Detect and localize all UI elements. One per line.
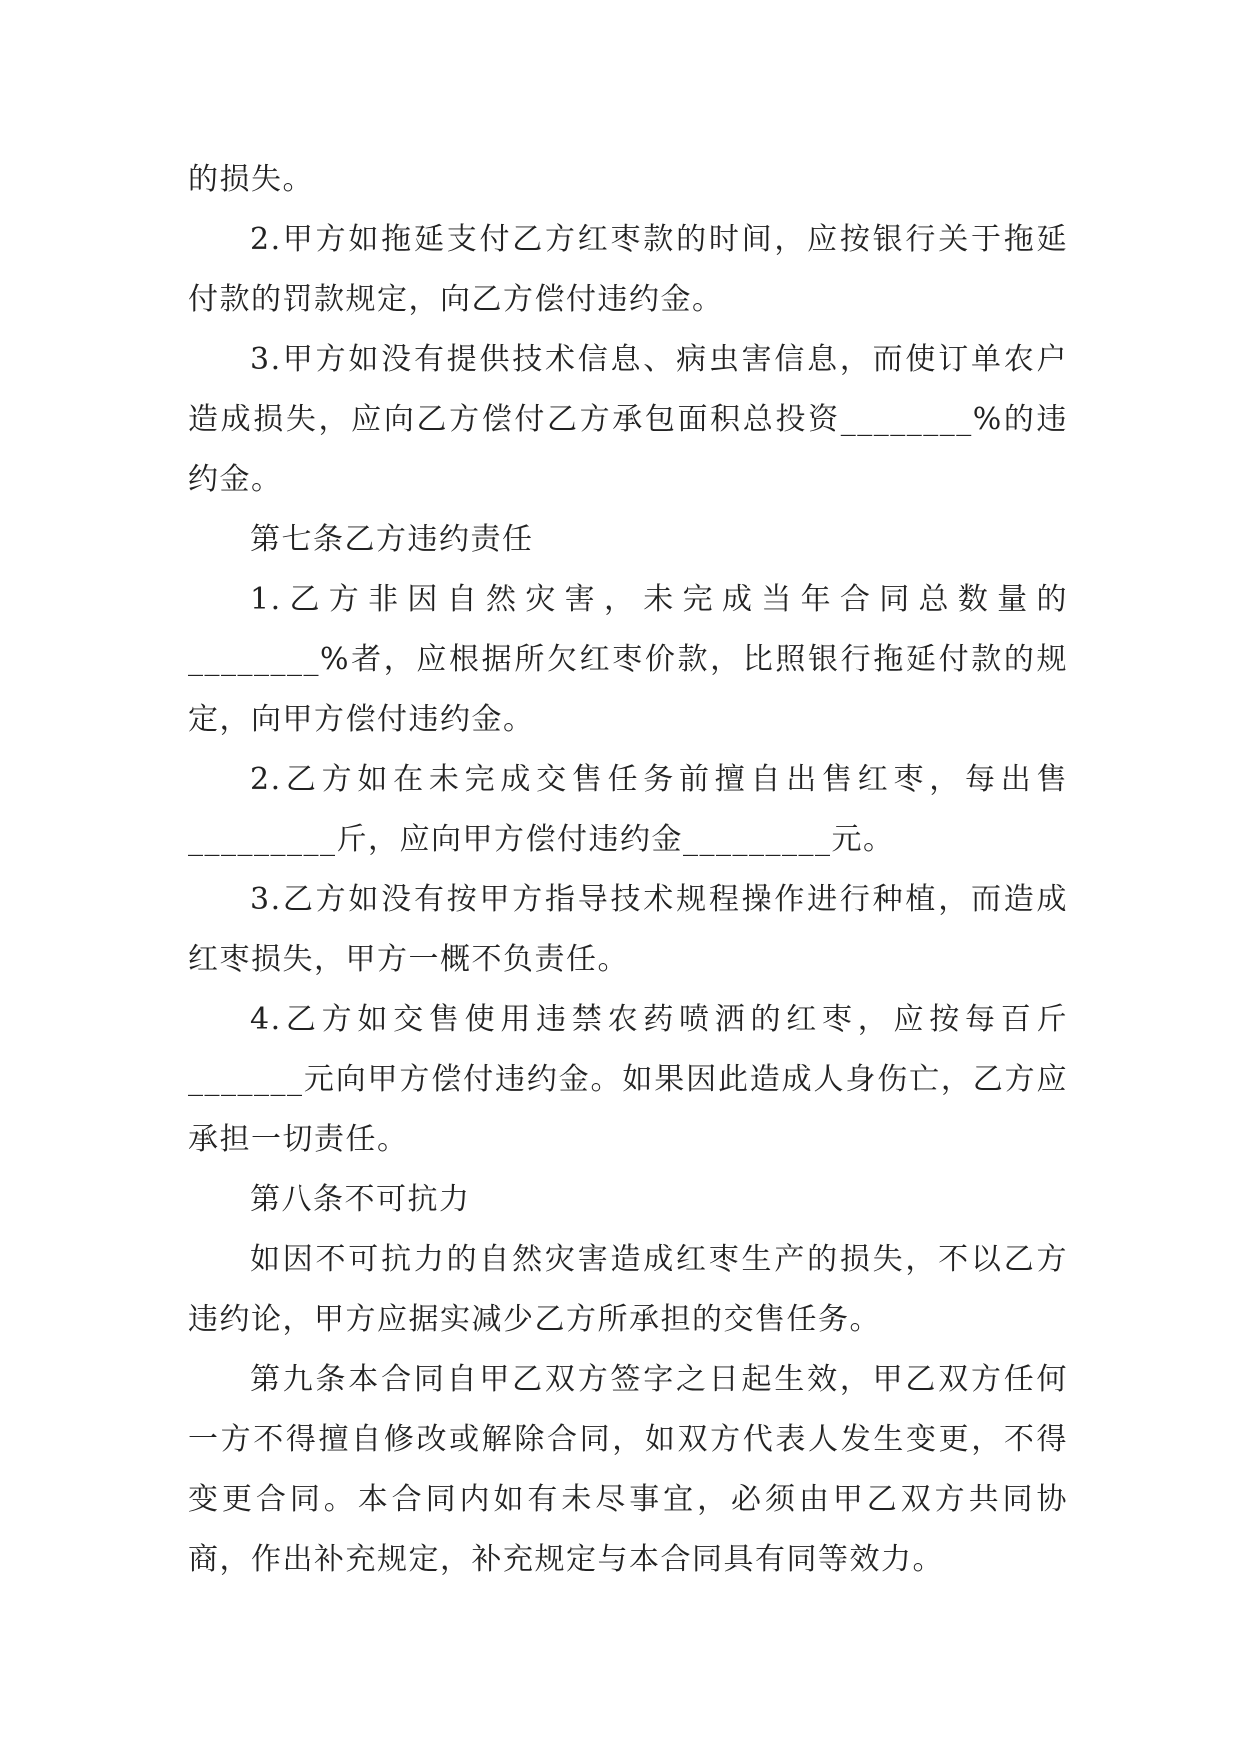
article-8-body: 如因不可抗力的自然灾害造成红枣生产的损失，不以乙方违约论，甲方应据实减少乙方所承担的交售任务。 — [188, 1242, 1068, 1337]
article-9-body: 第九条本合同自甲乙双方签字之日起生效，甲乙双方任何一方不得擅自修改或解除合同，如双方代表人发生变更，不得变更合同。本合同内如有未尽事宜，必须由甲乙双方共同协商，作出补充规定，补充规定与本合同具有同等效力。 — [188, 1362, 1068, 1577]
clause-7-item-1: 1.乙方非因自然灾害，未完成当年合同总数量的________%者，应根据所欠红枣价款，比照银行拖延付款的规定，向甲方偿付违约金。 — [188, 582, 1068, 737]
paragraph-continuation: 的损失。 — [188, 162, 314, 197]
article-8-heading: 第八条不可抗力 — [250, 1182, 471, 1217]
contract-body — [188, 150, 1068, 1590]
clause-6-item-3: 3.甲方如没有提供技术信息、病虫害信息，而使订单农户造成损失，应向乙方偿付乙方承包面积总投资________%的违约金。 — [188, 342, 1068, 497]
article-7-heading: 第七条乙方违约责任 — [250, 522, 534, 557]
clause-7-item-4: 4.乙方如交售使用违禁农药喷洒的红枣，应按每百斤_______元向甲方偿付违约金。如果因此造成人身伤亡，乙方应承担一切责任。 — [188, 1002, 1068, 1157]
clause-7-item-3: 3.乙方如没有按甲方指导技术规程操作进行种植，而造成红枣损失，甲方一概不负责任。 — [188, 882, 1068, 977]
clause-6-item-2: 2.甲方如拖延支付乙方红枣款的时间，应按银行关于拖延付款的罚款规定，向乙方偿付违约金。 — [188, 222, 1068, 317]
clause-7-item-2: 2.乙方如在未完成交售任务前擅自出售红枣，每出售_________斤，应向甲方偿付违约金_________元。 — [188, 762, 1068, 857]
